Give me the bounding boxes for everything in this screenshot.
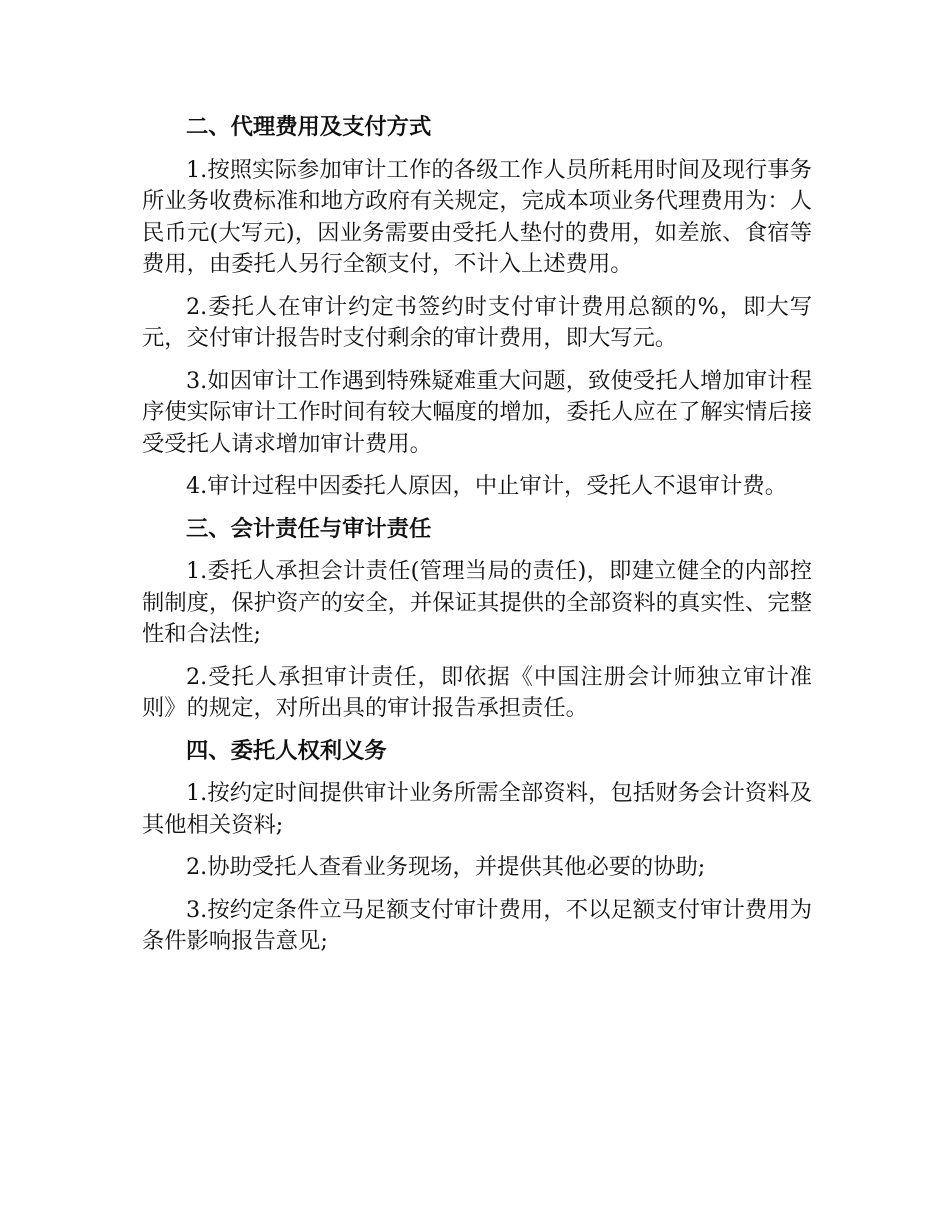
section-heading-responsibility: 三、会计责任与审计责任 [186, 515, 432, 542]
paragraph: 2.受托人承担审计责任，即依据《中国注册会计师独立审计准则》的规定，对所出具的审计报告承担责任。 [142, 663, 812, 721]
paragraph: 2.委托人在审计约定书签约时支付审计费用总额的%，即大写元，交付审计报告时支付剩余的审计费用，即大写元。 [142, 293, 812, 351]
document-body [142, 112, 812, 969]
paragraph: 3.按约定条件立马足额支付审计费用，不以足额支付审计费用为条件影响报告意见; [142, 896, 812, 954]
section-heading-client-rights: 四、委托人权利义务 [186, 737, 387, 764]
paragraph: 1.按约定时间提供审计业务所需全部资料，包括财务会计资料及其他相关资料; [142, 780, 812, 838]
paragraph: 4.审计过程中因委托人原因，中止审计，受托人不退审计费。 [186, 473, 787, 499]
section-heading-fees: 二、代理费用及支付方式 [186, 114, 432, 140]
paragraph: 3.如因审计工作遇到特殊疑难重大问题，致使受托人增加审计程序使实际审计工作时间有较大幅度的增加，委托人应在了解实情后接受受托人请求增加审计费用。 [142, 367, 812, 457]
paragraph: 1.按照实际参加审计工作的各级工作人员所耗用时间及现行事务所业务收费标准和地方政府有关规定，完成本项业务代理费用为：人民币元(大写元)，因业务需要由受托人垫付的费用，如差旅、食宿等费用，由委托人另行全额支付，不计入上述费用。 [142, 156, 812, 277]
paragraph: 1.委托人承担会计责任(管理当局的责任)，即建立健全的内部控制制度，保护资产的安全，并保证其提供的全部资料的真实性、完整性和合法性; [142, 558, 812, 647]
paragraph: 2.协助受托人查看业务现场，并提供其他必要的协助; [186, 854, 706, 880]
